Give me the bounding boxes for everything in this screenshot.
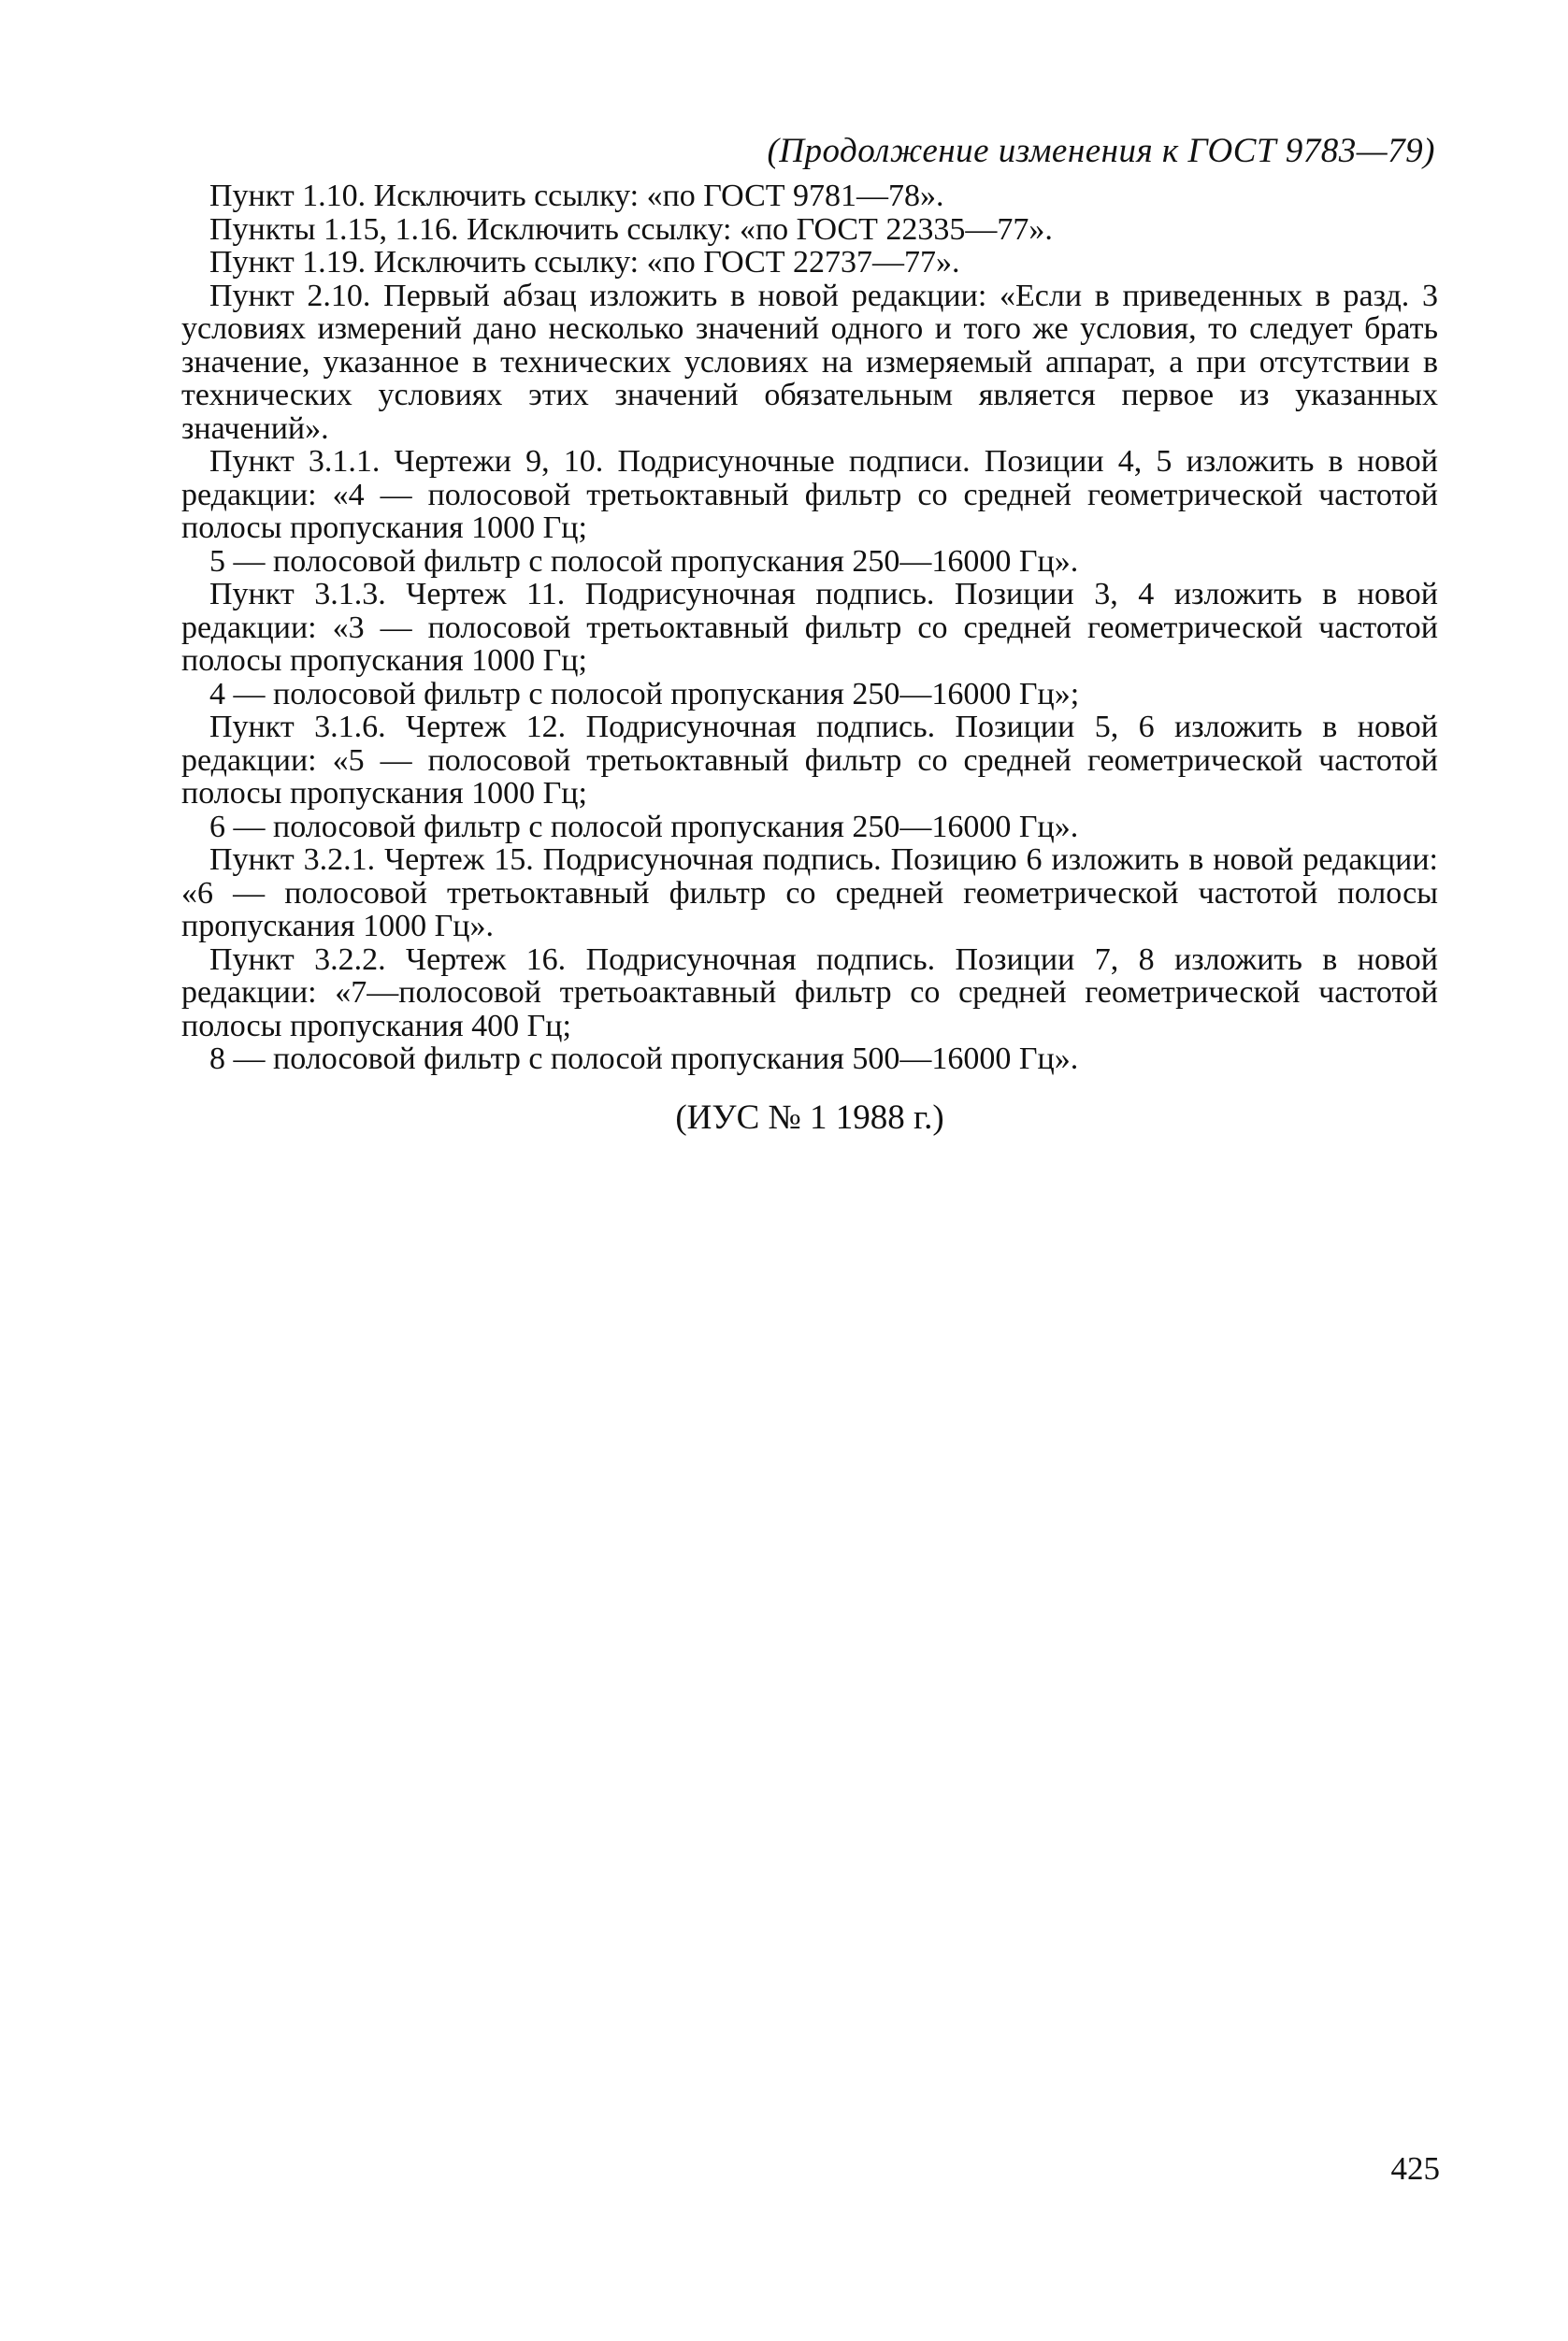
caption-position-5: 5 — полосовой фильтр с полосой пропускания 250—16000 Гц». [209, 543, 1079, 579]
paragraph-item-1-10: Пункт 1.10. Исключить ссылку: «по ГОСТ 9781—78». [209, 179, 944, 213]
running-header: (Продолжение изменения к ГОСТ 9783—79) [767, 132, 1435, 170]
paragraph-item-3-1-6: Пункт 3.1.6. Чертеж 12. Подрисуночная подпись. Позиции 5, 6 изложить в новой редакции: «5 — полосовой третьоктавный фильтр со средней геометрической частотой полосы пропускания 1000 Гц; [181, 710, 1438, 811]
document-body [181, 180, 1438, 1076]
paragraph-item-3-2-2: Пункт 3.2.2. Чертеж 16. Подрисуночная подпись. Позиции 7, 8 изложить в новой редакции: «7—полосовой третьоактавный фильтр со средней геометрической частотой полосы пропускания 400 Гц; [181, 941, 1438, 1043]
page-number: 425 [1390, 2150, 1440, 2187]
paragraph-item-2-10: Пункт 2.10. Первый абзац изложить в новой редакции: «Если в приведенных в разд. 3 условиях измерений дано несколько значений одного и того же условия, то следует брать значение, указанное в технических условиях на измеряемый аппарат, а при отсутствии в технических условиях этих значений обязательным является первое из указанных значений». [181, 278, 1438, 446]
paragraph-item-3-1-1: Пункт 3.1.1. Чертежи 9, 10. Подрисуночные подписи. Позиции 4, 5 изложить в новой редакции: «4 — полосовой третьоктавный фильтр со средней геометрической частотой полосы пропускания 1000 Гц; [181, 444, 1438, 545]
paragraph-item-3-2-1: Пункт 3.2.1. Чертеж 15. Подрисуночная подпись. Позицию 6 изложить в новой редакции: «6 — полосовой третьоктавный фильтр со средней геометрической частотой полосы пропускания 1000 Гц». [181, 842, 1438, 943]
paragraph-item-1-19: Пункт 1.19. Исключить ссылку: «по ГОСТ 22737—77». [209, 245, 960, 280]
caption-position-4: 4 — полосовой фильтр с полосой пропускания 250—16000 Гц»; [209, 676, 1080, 711]
paragraph-items-1-15-1-16: Пункты 1.15, 1.16. Исключить ссылку: «по ГОСТ 22335—77». [209, 211, 1053, 247]
paragraph-item-3-1-3: Пункт 3.1.3. Чертеж 11. Подрисуночная подпись. Позиции 3, 4 изложить в новой редакции: «3 — полосовой третьоктавный фильтр со средней геометрической частотой полосы пропускания 1000 Гц; [181, 577, 1438, 678]
caption-position-8: 8 — полосовой фильтр с полосой пропускания 500—16000 Гц». [209, 1041, 1079, 1076]
source-citation: (ИУС № 1 1988 г.) [675, 1099, 944, 1137]
caption-position-6: 6 — полосовой фильтр с полосой пропускания 250—16000 Гц». [209, 809, 1079, 844]
